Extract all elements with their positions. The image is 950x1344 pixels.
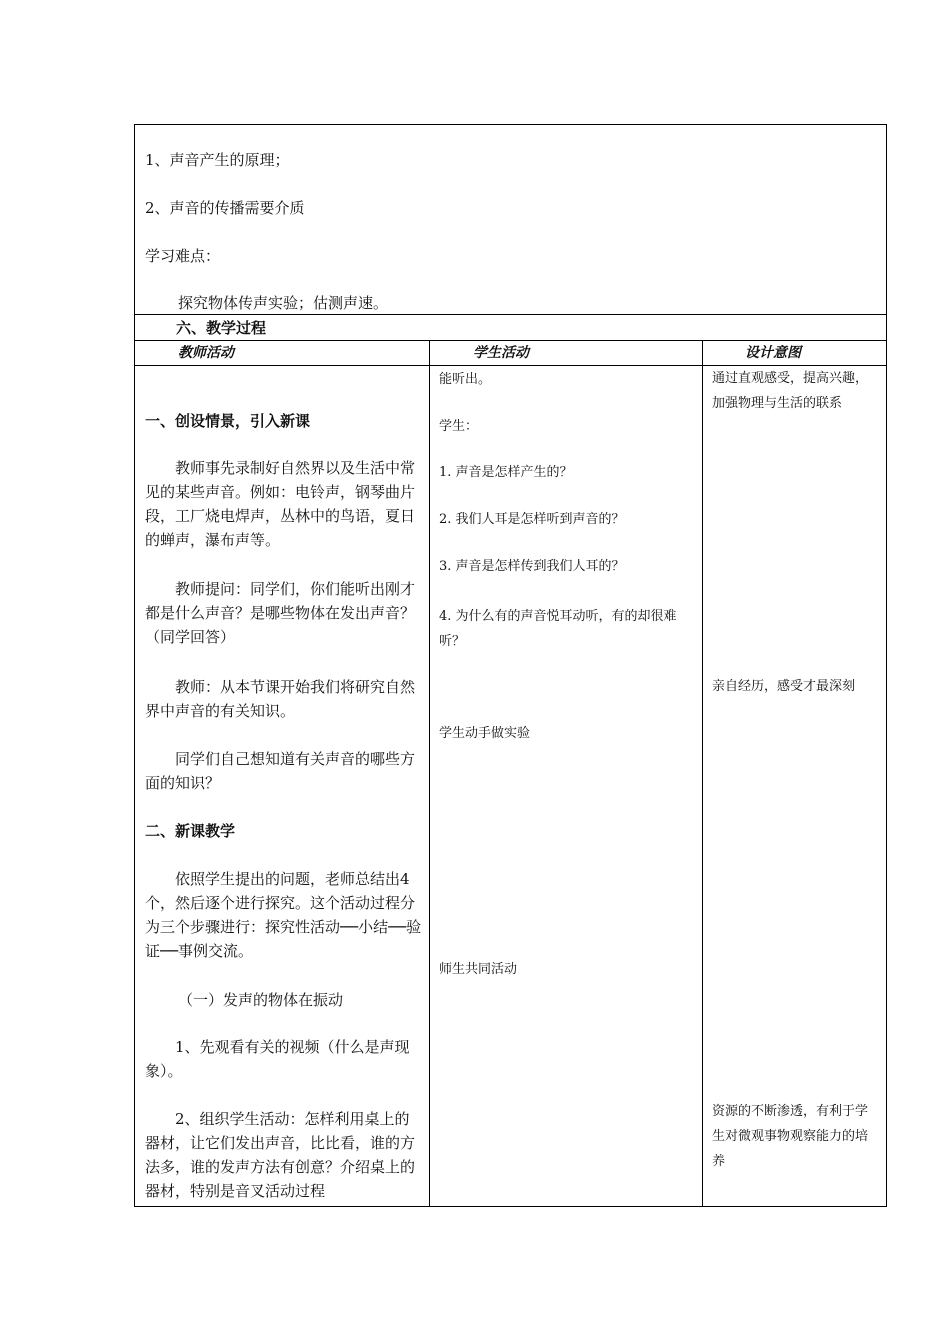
teacher-paragraph-activity: 2、组织学生活动：怎样利用桌上的器材，让它们发出声音，比比看，谁的方法多，谁的发声方法有创意？介绍桌上的器材，特别是音叉活动过程 [145,1110,416,1200]
student-question-3: 3. 声音是怎样传到我们人耳的？ [439,559,625,574]
teacher-paragraph-steps: 依照学生提出的问题，老师总结出4个，然后逐个进行探究。这个活动过程分为三个步骤进行：探究性活动──小结──验证──事例交流。 [145,870,422,960]
teacher-paragraph-intro: 教师：从本节课开始我们将研究自然界中声音的有关知识。 [145,678,416,720]
teacher-paragraph-video: 1、先观看有关的视频（什么是声现象）。 [145,1038,410,1080]
key-point-2: 2、声音的传播需要介质 [145,199,305,217]
teacher-subheading-vibration: （一）发声的物体在振动 [178,991,344,1009]
design-intent-interest: 通过直观感受，提高兴趣，加强物理与生活的联系 [712,371,869,411]
student-joint-activity: 师生共同活动 [439,962,518,977]
student-question-1: 1. 声音是怎样产生的？ [439,465,573,480]
difficulty-label: 学习难点： [145,247,221,265]
teacher-heading-intro: 一、创设情景，引入新课 [145,412,311,430]
design-intent-observation: 资源的不断渗透，有利于学生对微观事物观察能力的培养 [712,1104,869,1169]
table-border-left [134,124,135,1207]
teacher-paragraph-ask: 同学们自己想知道有关声音的哪些方面的知识？ [145,750,416,792]
column-header-design: 设计意图 [745,345,801,361]
table-border-top [134,124,887,125]
column-divider-2 [702,340,703,1207]
table-border-right [886,124,887,1207]
column-header-teacher: 教师活动 [178,345,234,361]
column-header-student: 学生活动 [473,345,529,361]
student-question-4: 4. 为什么有的声音悦耳动听，有的却很难听？ [439,609,677,649]
section-title: 六、教学过程 [176,319,267,337]
teacher-paragraph-recording: 教师事先录制好自然界以及生活中常见的某些声音。例如：电铃声，钢琴曲片段，工厂烧电焊声，丛林中的鸟语，夏日的蝉声，瀑布声等。 [145,459,416,549]
student-answer-can-hear: 能听出。 [439,372,492,387]
student-label: 学生： [439,419,479,434]
column-divider-1 [429,340,430,1207]
student-question-2: 2. 我们人耳是怎样听到声音的？ [439,512,625,527]
difficulty-text: 探究物体传声实验；估测声速。 [178,294,389,312]
teacher-heading-new-lesson: 二、新课教学 [145,822,236,840]
teacher-paragraph-question: 教师提问：同学们，你们能听出刚才都是什么声音？是哪些物体在发出声音？（同学回答） [145,580,416,646]
key-point-1: 1、声音产生的原理； [145,151,290,169]
row-divider-header [134,340,887,341]
table-border-bottom [134,1206,887,1207]
student-experiment: 学生动手做实验 [439,726,531,741]
design-intent-experience: 亲自经历，感受才最深刻 [712,679,856,694]
